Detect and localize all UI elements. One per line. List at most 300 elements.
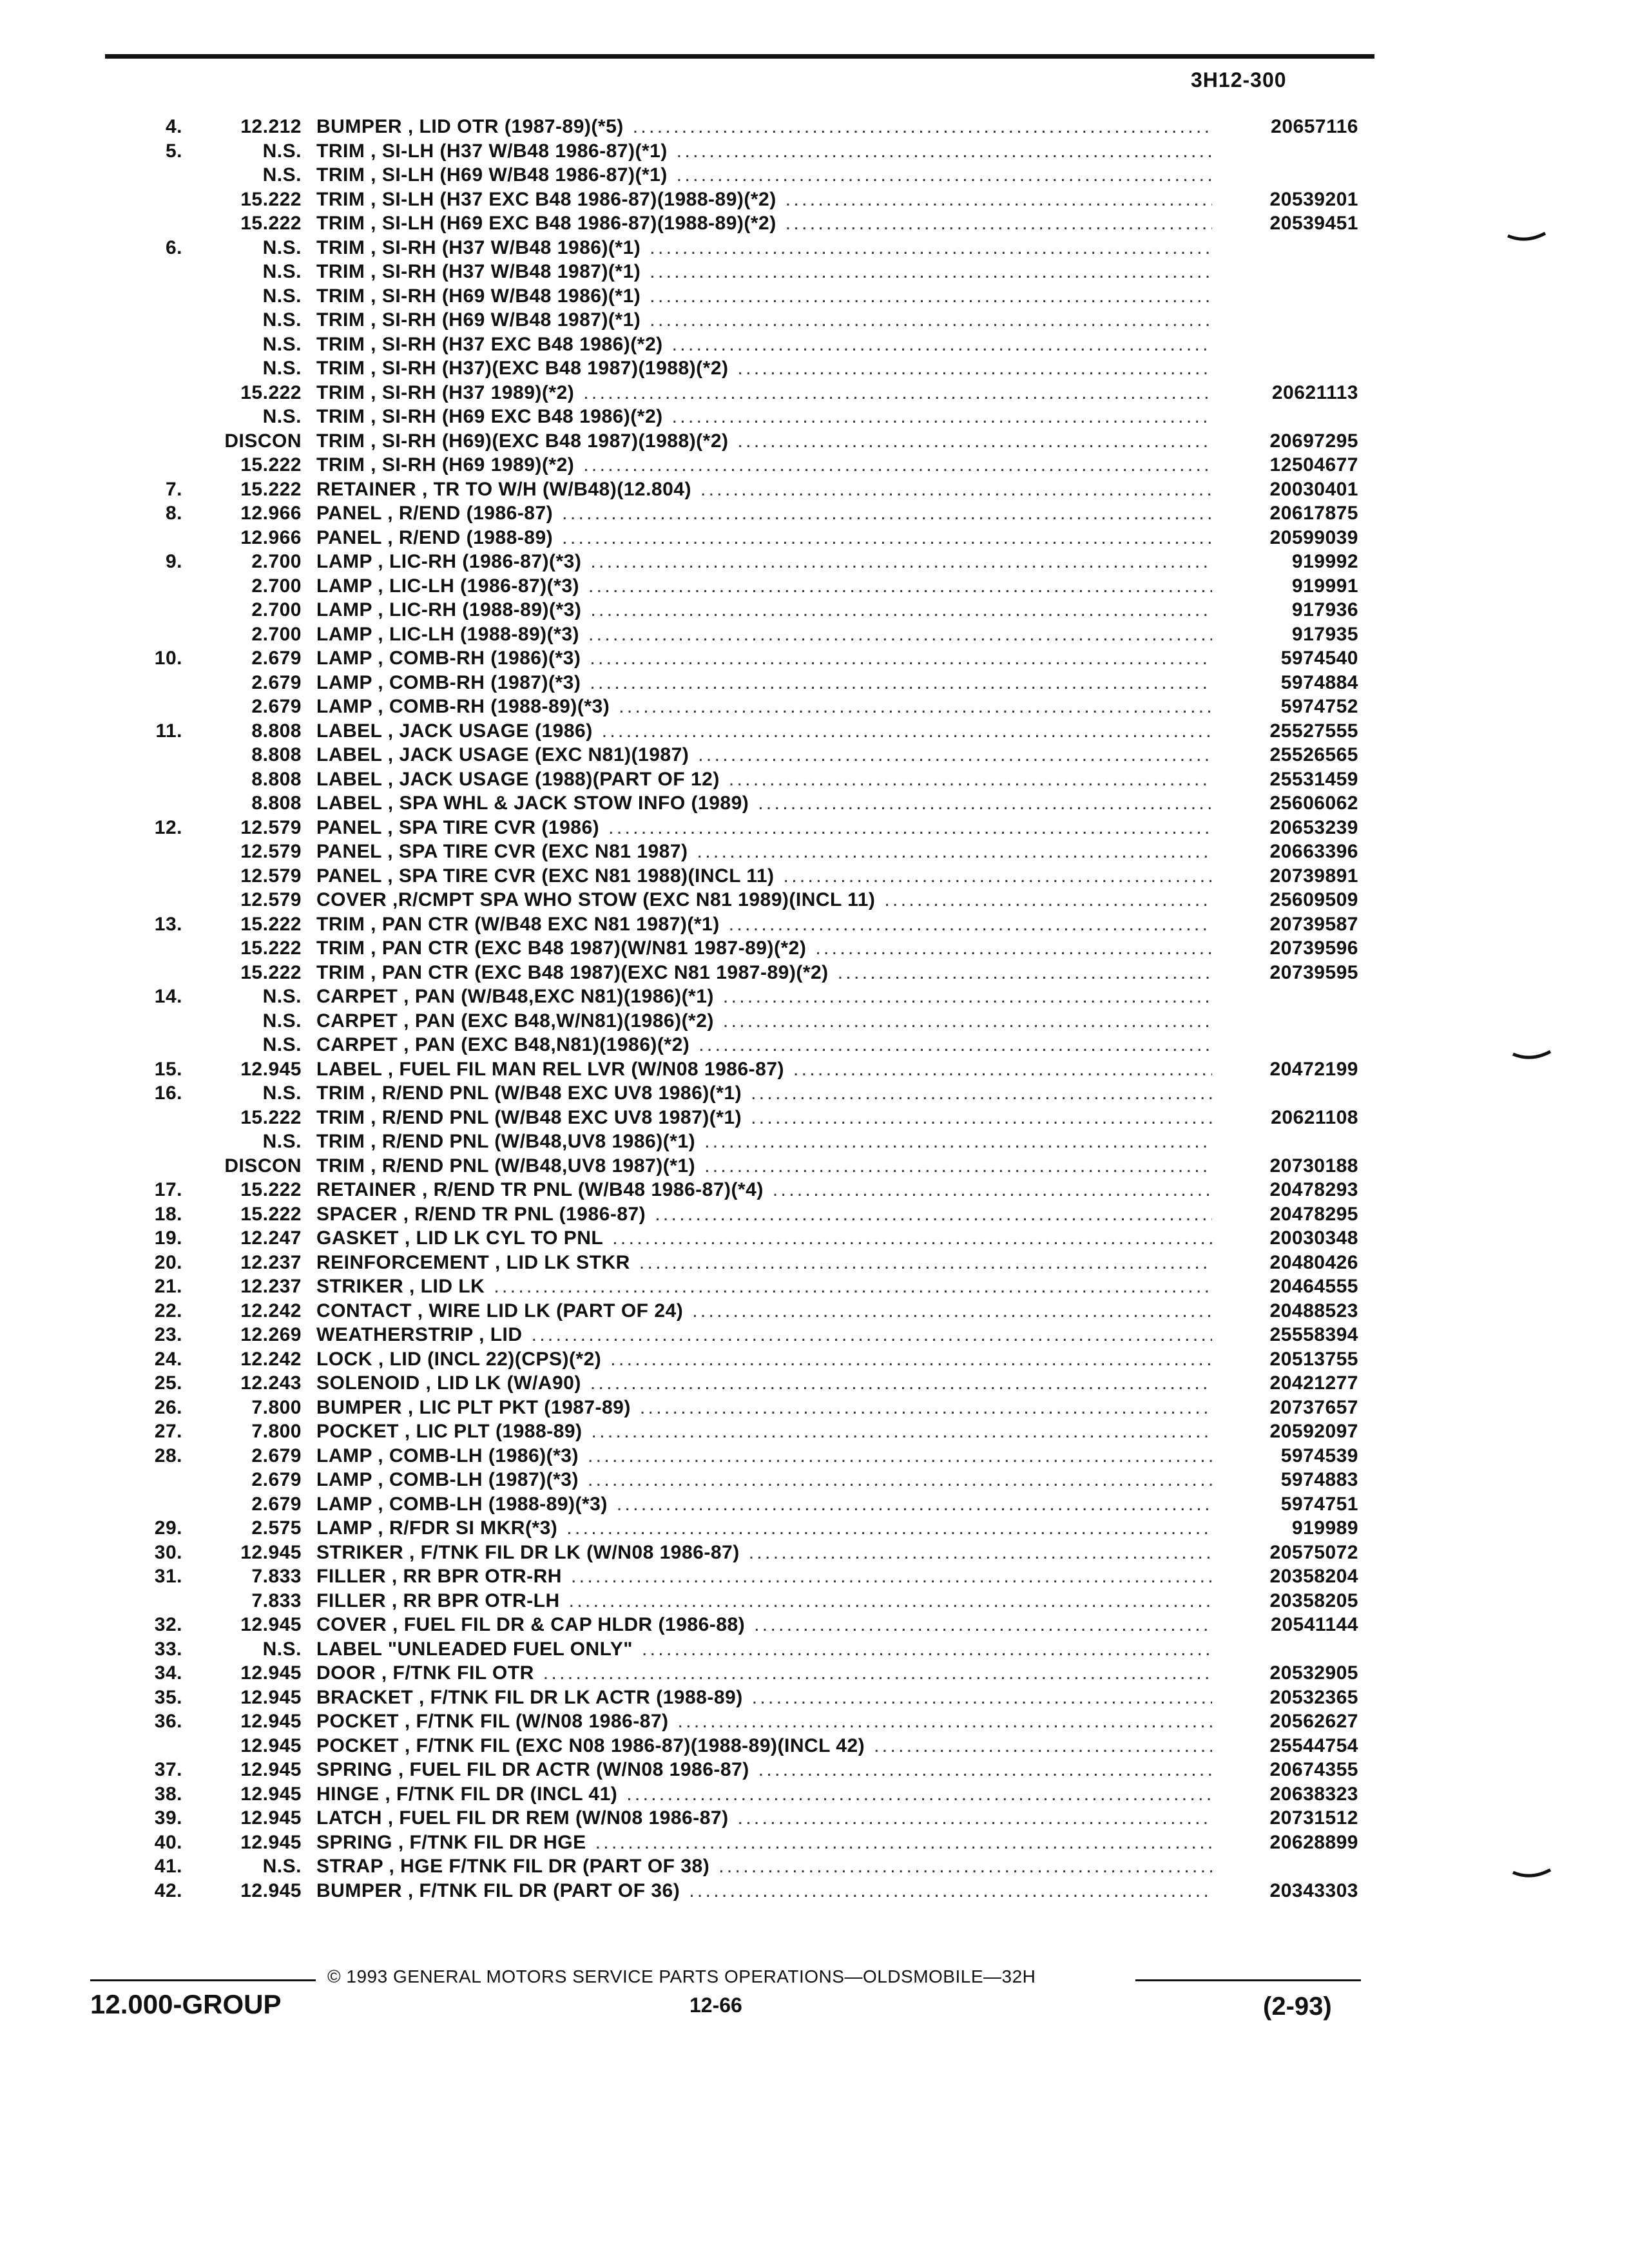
part-number: 919989 <box>1291 1517 1358 1539</box>
part-number: 20539451 <box>1269 213 1358 234</box>
description-cell <box>316 1444 1212 1468</box>
description-cell <box>316 791 1212 816</box>
part-number: 20358204 <box>1269 1566 1358 1587</box>
list-item <box>0 405 1629 429</box>
part-number: 20488523 <box>1269 1300 1358 1321</box>
description-cell <box>316 961 1212 985</box>
group-number: 7.800 <box>251 1396 302 1418</box>
part-description: LAMP , COMB-RH (1986)(*3) <box>316 648 581 669</box>
ref-number: 34. <box>154 1662 182 1684</box>
list-item <box>0 236 1629 260</box>
part-description: TRIM , R/END PNL (W/B48 EXC UV8 1986)(*1) <box>316 1082 742 1104</box>
list-item <box>0 1444 1629 1468</box>
part-description: TRIM , SI-RH (H69 EXC B48 1986)(*2) <box>316 406 663 427</box>
group-number: 15.222 <box>240 913 302 935</box>
description-cell <box>316 453 1212 477</box>
list-item <box>0 1057 1629 1082</box>
part-number: 12504677 <box>1269 454 1358 476</box>
description-cell <box>316 429 1212 454</box>
dot-leader <box>677 139 1212 164</box>
group-number: 12.579 <box>240 865 302 887</box>
group-number: 12.242 <box>240 1300 302 1321</box>
group-number: DISCON <box>224 1155 302 1177</box>
dot-leader <box>786 187 1212 212</box>
ref-number: 31. <box>154 1566 182 1587</box>
ref-number: 4. <box>165 116 182 137</box>
description-cell <box>316 356 1212 381</box>
description-cell <box>316 864 1212 889</box>
group-number: 12.242 <box>240 1348 302 1370</box>
dot-leader <box>532 1323 1212 1347</box>
list-item <box>0 501 1629 526</box>
part-description: SPACER , R/END TR PNL (1986-87) <box>316 1203 646 1225</box>
ref-number: 36. <box>154 1711 182 1732</box>
list-item <box>0 1661 1629 1686</box>
part-number: 20472199 <box>1269 1058 1358 1080</box>
part-description: COVER , FUEL FIL DR & CAP HLDR (1986-88) <box>316 1614 746 1635</box>
list-item <box>0 574 1629 599</box>
part-description: CARPET , PAN (EXC B48,W/N81)(1986)(*2) <box>316 1010 714 1032</box>
dot-leader <box>571 1564 1212 1589</box>
part-number: 25609509 <box>1269 889 1358 910</box>
list-item <box>0 767 1629 792</box>
dot-leader <box>754 1613 1212 1637</box>
part-number: 25544754 <box>1269 1735 1358 1756</box>
description-cell <box>316 1589 1212 1613</box>
list-item <box>0 816 1629 840</box>
description-cell <box>316 1323 1212 1347</box>
part-description: LABEL , JACK USAGE (1986) <box>316 720 593 742</box>
dot-leader <box>697 840 1212 864</box>
dot-leader <box>590 646 1212 671</box>
list-item <box>0 1879 1629 1903</box>
description-cell <box>316 501 1212 526</box>
description-cell <box>316 1129 1212 1154</box>
description-cell <box>316 1782 1212 1807</box>
part-description: TRIM , SI-RH (H69 W/B48 1987)(*1) <box>316 309 641 331</box>
list-item <box>0 1468 1629 1492</box>
group-number: 12.945 <box>240 1831 302 1853</box>
part-number: 20478293 <box>1269 1179 1358 1200</box>
list-item <box>0 888 1629 912</box>
part-number: 20358205 <box>1269 1590 1358 1611</box>
group-number: 8.808 <box>251 744 302 765</box>
list-item <box>0 1709 1629 1734</box>
description-cell <box>316 1879 1212 1903</box>
description-cell <box>316 1709 1212 1734</box>
list-item <box>0 622 1629 647</box>
group-number: N.S. <box>262 333 302 355</box>
description-cell <box>316 1613 1212 1637</box>
dot-leader <box>752 1686 1212 1710</box>
part-number: 20478295 <box>1269 1203 1358 1225</box>
dot-leader <box>619 695 1212 719</box>
list-item <box>0 598 1629 622</box>
description-cell <box>316 1806 1212 1831</box>
description-cell <box>316 1299 1212 1323</box>
list-item <box>0 211 1629 236</box>
description-cell <box>316 646 1212 671</box>
footer-rule-left <box>90 1979 316 1981</box>
part-description: TRIM , SI-RH (H37)(EXC B48 1987)(1988)(*2) <box>316 358 729 379</box>
group-number: 2.679 <box>251 671 302 693</box>
list-item <box>0 1178 1629 1202</box>
part-description: LATCH , FUEL FIL DR REM (W/N08 1986-87) <box>316 1807 729 1829</box>
group-number: N.S. <box>262 309 302 331</box>
part-description: LAMP , COMB-RH (1988-89)(*3) <box>316 696 610 717</box>
list-item <box>0 1782 1629 1807</box>
group-number: 15.222 <box>240 961 302 983</box>
list-item <box>0 1613 1629 1637</box>
description-cell <box>316 526 1212 550</box>
dot-leader <box>677 163 1212 187</box>
part-number: 5974752 <box>1280 696 1358 717</box>
group-number: 7.833 <box>251 1566 302 1587</box>
part-description: LABEL , JACK USAGE (EXC N81)(1987) <box>316 744 689 765</box>
dot-leader <box>655 1202 1212 1227</box>
group-number: N.S. <box>262 1131 302 1152</box>
group-number: 8.808 <box>251 720 302 742</box>
part-number: 20539201 <box>1269 188 1358 210</box>
description-cell <box>316 1371 1212 1396</box>
dot-leader <box>786 211 1212 236</box>
list-item <box>0 332 1629 357</box>
parts-list <box>0 115 1629 1903</box>
part-description: SPRING , F/TNK FIL DR HGE <box>316 1831 586 1853</box>
group-number: 12.945 <box>240 1541 302 1563</box>
part-description: PANEL , R/END (1988-89) <box>316 526 554 548</box>
list-item <box>0 719 1629 744</box>
description-cell <box>316 1396 1212 1420</box>
dot-leader <box>640 1396 1212 1420</box>
top-rule <box>105 54 1374 59</box>
list-item <box>0 453 1629 477</box>
description-cell <box>316 1734 1212 1758</box>
description-cell <box>316 1758 1212 1782</box>
list-item <box>0 260 1629 284</box>
group-number: 12.579 <box>240 889 302 910</box>
part-description: LAMP , COMB-RH (1987)(*3) <box>316 671 581 693</box>
ref-number: 32. <box>154 1614 182 1635</box>
list-item <box>0 356 1629 381</box>
dot-leader <box>610 1347 1212 1372</box>
dot-leader <box>617 1492 1212 1517</box>
description-cell <box>316 767 1212 792</box>
ref-number: 35. <box>154 1686 182 1708</box>
dot-leader <box>633 115 1212 139</box>
page-code: 3H12-300 <box>1191 68 1287 91</box>
page-number: 12-66 <box>689 1994 742 2017</box>
part-description: PANEL , SPA TIRE CVR (EXC N81 1988)(INCL 11) <box>316 865 775 887</box>
list-item <box>0 187 1629 212</box>
dot-leader <box>723 1009 1212 1033</box>
revision-date: (2-93) <box>1263 1992 1332 2021</box>
part-number: 5974883 <box>1280 1469 1358 1490</box>
ref-number: 8. <box>165 503 182 524</box>
part-description: BRACKET , F/TNK FIL DR LK ACTR (1988-89) <box>316 1686 743 1708</box>
binder-mark-icon <box>1512 1050 1552 1062</box>
part-number: 20421277 <box>1269 1372 1358 1394</box>
part-description: TRIM , SI-RH (H37 W/B48 1986)(*1) <box>316 236 641 258</box>
part-number: 917936 <box>1291 599 1358 620</box>
group-number: N.S. <box>262 236 302 258</box>
group-number: N.S. <box>262 285 302 307</box>
list-item <box>0 1106 1629 1130</box>
list-item <box>0 477 1629 502</box>
part-number: 5974751 <box>1280 1493 1358 1515</box>
part-description: TRIM , SI-LH (H69 EXC B48 1986-87)(1988-89)(*2) <box>316 213 776 234</box>
dot-leader <box>562 501 1212 526</box>
ref-number: 23. <box>154 1324 182 1345</box>
list-item <box>0 1226 1629 1251</box>
part-description: STRAP , HGE F/TNK FIL DR (PART OF 38) <box>316 1856 710 1877</box>
group-number: 12.212 <box>240 116 302 137</box>
list-item <box>0 1251 1629 1275</box>
ref-number: 38. <box>154 1783 182 1805</box>
part-description: STRIKER , F/TNK FIL DR LK (W/N08 1986-87) <box>316 1541 740 1563</box>
dot-leader <box>729 767 1212 792</box>
part-description: CONTACT , WIRE LID LK (PART OF 24) <box>316 1300 684 1321</box>
part-description: TRIM , SI-RH (H69)(EXC B48 1987)(1988)(*2) <box>316 430 729 452</box>
part-description: BUMPER , F/TNK FIL DR (PART OF 36) <box>316 1879 680 1901</box>
list-item <box>0 284 1629 309</box>
description-cell <box>316 1516 1212 1541</box>
group-number: N.S. <box>262 358 302 379</box>
part-number: 20599039 <box>1269 526 1358 548</box>
ref-number: 12. <box>154 816 182 838</box>
part-description: LAMP , COMB-LH (1988-89)(*3) <box>316 1493 608 1515</box>
binder-mark-icon <box>1512 1869 1552 1880</box>
part-number: 20638323 <box>1269 1783 1358 1805</box>
copyright-line: © 1993 GENERAL MOTORS SERVICE PARTS OPERATIONS—OLDSMOBILE—32H <box>327 1966 1036 1986</box>
part-description: RETAINER , R/END TR PNL (W/B48 1986-87)(*4) <box>316 1179 764 1200</box>
ref-number: 39. <box>154 1807 182 1829</box>
description-cell <box>316 1274 1212 1299</box>
dot-leader <box>612 1226 1212 1251</box>
part-number: 20739587 <box>1269 913 1358 935</box>
description-cell <box>316 163 1212 187</box>
description-cell <box>316 211 1212 236</box>
description-cell <box>316 1492 1212 1517</box>
ref-number: 14. <box>154 986 182 1007</box>
part-description: DOOR , F/TNK FIL OTR <box>316 1662 534 1684</box>
description-cell <box>316 671 1212 695</box>
dot-leader <box>729 912 1212 937</box>
dot-leader <box>738 356 1212 381</box>
group-number: N.S. <box>262 986 302 1007</box>
part-number: 20674355 <box>1269 1759 1358 1780</box>
description-cell <box>316 1831 1212 1855</box>
part-number: 20532905 <box>1269 1662 1358 1684</box>
part-description: PANEL , SPA TIRE CVR (1986) <box>316 816 600 838</box>
ref-number: 24. <box>154 1348 182 1370</box>
part-description: WEATHERSTRIP , LID <box>316 1324 523 1345</box>
part-number: 20621108 <box>1271 1106 1358 1128</box>
dot-leader <box>592 1419 1212 1444</box>
list-item <box>0 646 1629 671</box>
group-number: N.S. <box>262 1010 302 1032</box>
group-number: 15.222 <box>240 213 302 234</box>
dot-leader <box>758 791 1212 816</box>
part-description: CARPET , PAN (W/B48,EXC N81)(1986)(*1) <box>316 986 714 1007</box>
description-cell <box>316 236 1212 260</box>
dot-leader <box>718 1854 1212 1879</box>
group-number: N.S. <box>262 1638 302 1660</box>
part-description: HINGE , F/TNK FIL DR (INCL 41) <box>316 1783 618 1805</box>
dot-leader <box>815 936 1212 961</box>
part-description: LAMP , LIC-LH (1986-87)(*3) <box>316 575 580 597</box>
ref-number: 13. <box>154 913 182 935</box>
part-number: 20030348 <box>1269 1227 1358 1249</box>
group-number: 12.237 <box>240 1276 302 1297</box>
dot-leader <box>566 1516 1212 1541</box>
description-cell <box>316 622 1212 647</box>
part-number: 20541144 <box>1271 1614 1358 1635</box>
list-item <box>0 308 1629 332</box>
group-number: 2.679 <box>251 1445 302 1466</box>
part-description: POCKET , F/TNK FIL (EXC N08 1986-87)(1988-89)(INCL 42) <box>316 1735 865 1756</box>
dot-leader <box>838 961 1212 985</box>
group-number: 2.700 <box>251 551 302 572</box>
part-description: TRIM , R/END PNL (W/B48,UV8 1987)(*1) <box>316 1155 696 1177</box>
dot-leader <box>678 1709 1212 1734</box>
description-cell <box>316 1468 1212 1492</box>
dot-leader <box>569 1589 1212 1613</box>
group-number: N.S. <box>262 140 302 162</box>
part-number: 20663396 <box>1269 841 1358 862</box>
part-number: 20739595 <box>1269 961 1358 983</box>
part-description: SOLENOID , LID LK (W/A90) <box>316 1372 581 1394</box>
part-description: LAMP , COMB-LH (1986)(*3) <box>316 1445 579 1466</box>
part-number: 25526565 <box>1269 744 1358 765</box>
group-number: 2.679 <box>251 1469 302 1490</box>
part-description: LAMP , R/FDR SI MKR(*3) <box>316 1517 558 1539</box>
dot-leader <box>758 1758 1212 1782</box>
description-cell <box>316 405 1212 429</box>
dot-leader <box>650 308 1212 332</box>
part-number: 20030401 <box>1269 478 1358 500</box>
group-number: DISCON <box>224 430 302 452</box>
description-cell <box>316 1854 1212 1879</box>
description-cell <box>316 1686 1212 1710</box>
group-number: 2.700 <box>251 575 302 597</box>
description-cell <box>316 888 1212 912</box>
footer-rule-right <box>1135 1979 1361 1981</box>
dot-leader <box>588 1468 1212 1492</box>
group-number: 8.808 <box>251 793 302 814</box>
part-number: 25606062 <box>1269 793 1358 814</box>
dot-leader <box>650 260 1212 284</box>
list-item <box>0 1371 1629 1396</box>
description-cell <box>316 1637 1212 1662</box>
dot-leader <box>642 1637 1212 1662</box>
list-item <box>0 1541 1629 1565</box>
part-description: SPRING , FUEL FIL DR ACTR (W/N08 1986-87) <box>316 1759 749 1780</box>
part-number: 20628899 <box>1269 1831 1358 1853</box>
group-number: 12.945 <box>240 1783 302 1805</box>
list-item <box>0 1081 1629 1106</box>
list-item <box>0 115 1629 139</box>
dot-leader <box>590 1371 1212 1396</box>
list-item <box>0 695 1629 719</box>
ref-number: 15. <box>154 1058 182 1080</box>
group-number: 2.700 <box>251 623 302 645</box>
dot-leader <box>650 284 1212 309</box>
group-number: N.S. <box>262 1856 302 1877</box>
part-description: TRIM , SI-RH (H37 1989)(*2) <box>316 381 575 403</box>
list-item <box>0 1516 1629 1541</box>
part-description: LAMP , LIC-RH (1988-89)(*3) <box>316 599 582 620</box>
list-item <box>0 1637 1629 1662</box>
ref-number: 11. <box>155 720 182 742</box>
part-description: TRIM , R/END PNL (W/B48 EXC UV8 1987)(*1) <box>316 1106 742 1128</box>
list-item <box>0 1419 1629 1444</box>
ref-number: 18. <box>154 1203 182 1225</box>
dot-leader <box>700 477 1212 502</box>
part-description: POCKET , LIC PLT (1988-89) <box>316 1421 583 1442</box>
list-item <box>0 912 1629 937</box>
group-number: 15.222 <box>240 1106 302 1128</box>
dot-leader <box>626 1782 1212 1807</box>
dot-leader <box>874 1734 1212 1758</box>
list-item <box>0 1831 1629 1855</box>
part-description: TRIM , SI-RH (H69 W/B48 1986)(*1) <box>316 285 641 307</box>
dot-leader <box>793 1057 1212 1082</box>
dot-leader <box>751 1106 1212 1130</box>
description-cell <box>316 260 1212 284</box>
part-number: 25531459 <box>1269 768 1358 790</box>
part-description: TRIM , R/END PNL (W/B48,UV8 1986)(*1) <box>316 1131 696 1152</box>
list-item <box>0 961 1629 985</box>
part-description: LAMP , LIC-RH (1986-87)(*3) <box>316 551 582 572</box>
dot-leader <box>698 743 1212 767</box>
dot-leader <box>595 1831 1212 1855</box>
dot-leader <box>543 1661 1212 1686</box>
dot-leader <box>723 985 1212 1009</box>
description-cell <box>316 477 1212 502</box>
list-item <box>0 840 1629 864</box>
dot-leader <box>588 622 1212 647</box>
group-number: 2.679 <box>251 696 302 717</box>
part-number: 20480426 <box>1269 1251 1358 1273</box>
group-number: 15.222 <box>240 381 302 403</box>
group-number: 12.579 <box>240 841 302 862</box>
part-description: GASKET , LID LK CYL TO PNL <box>316 1227 604 1249</box>
ref-number: 33. <box>154 1638 182 1660</box>
part-description: FILLER , RR BPR OTR-LH <box>316 1590 560 1611</box>
description-cell <box>316 1541 1212 1565</box>
description-cell <box>316 598 1212 622</box>
list-item <box>0 1564 1629 1589</box>
list-item <box>0 1347 1629 1372</box>
part-description: TRIM , SI-LH (H37 W/B48 1986-87)(*1) <box>316 140 668 162</box>
description-cell <box>316 284 1212 309</box>
list-item <box>0 1202 1629 1227</box>
group-number: 12.945 <box>240 1662 302 1684</box>
group-number: 12.247 <box>240 1227 302 1249</box>
description-cell <box>316 187 1212 212</box>
dot-leader <box>639 1251 1212 1275</box>
group-number: 15.222 <box>240 454 302 476</box>
dot-leader <box>773 1178 1212 1202</box>
group-number: N.S. <box>262 1034 302 1055</box>
part-description: LOCK , LID (INCL 22)(CPS)(*2) <box>316 1348 602 1370</box>
part-description: LABEL , JACK USAGE (1988)(PART OF 12) <box>316 768 720 790</box>
description-cell <box>316 574 1212 599</box>
list-item <box>0 743 1629 767</box>
group-number: 12.945 <box>240 1711 302 1732</box>
dot-leader <box>672 332 1212 357</box>
